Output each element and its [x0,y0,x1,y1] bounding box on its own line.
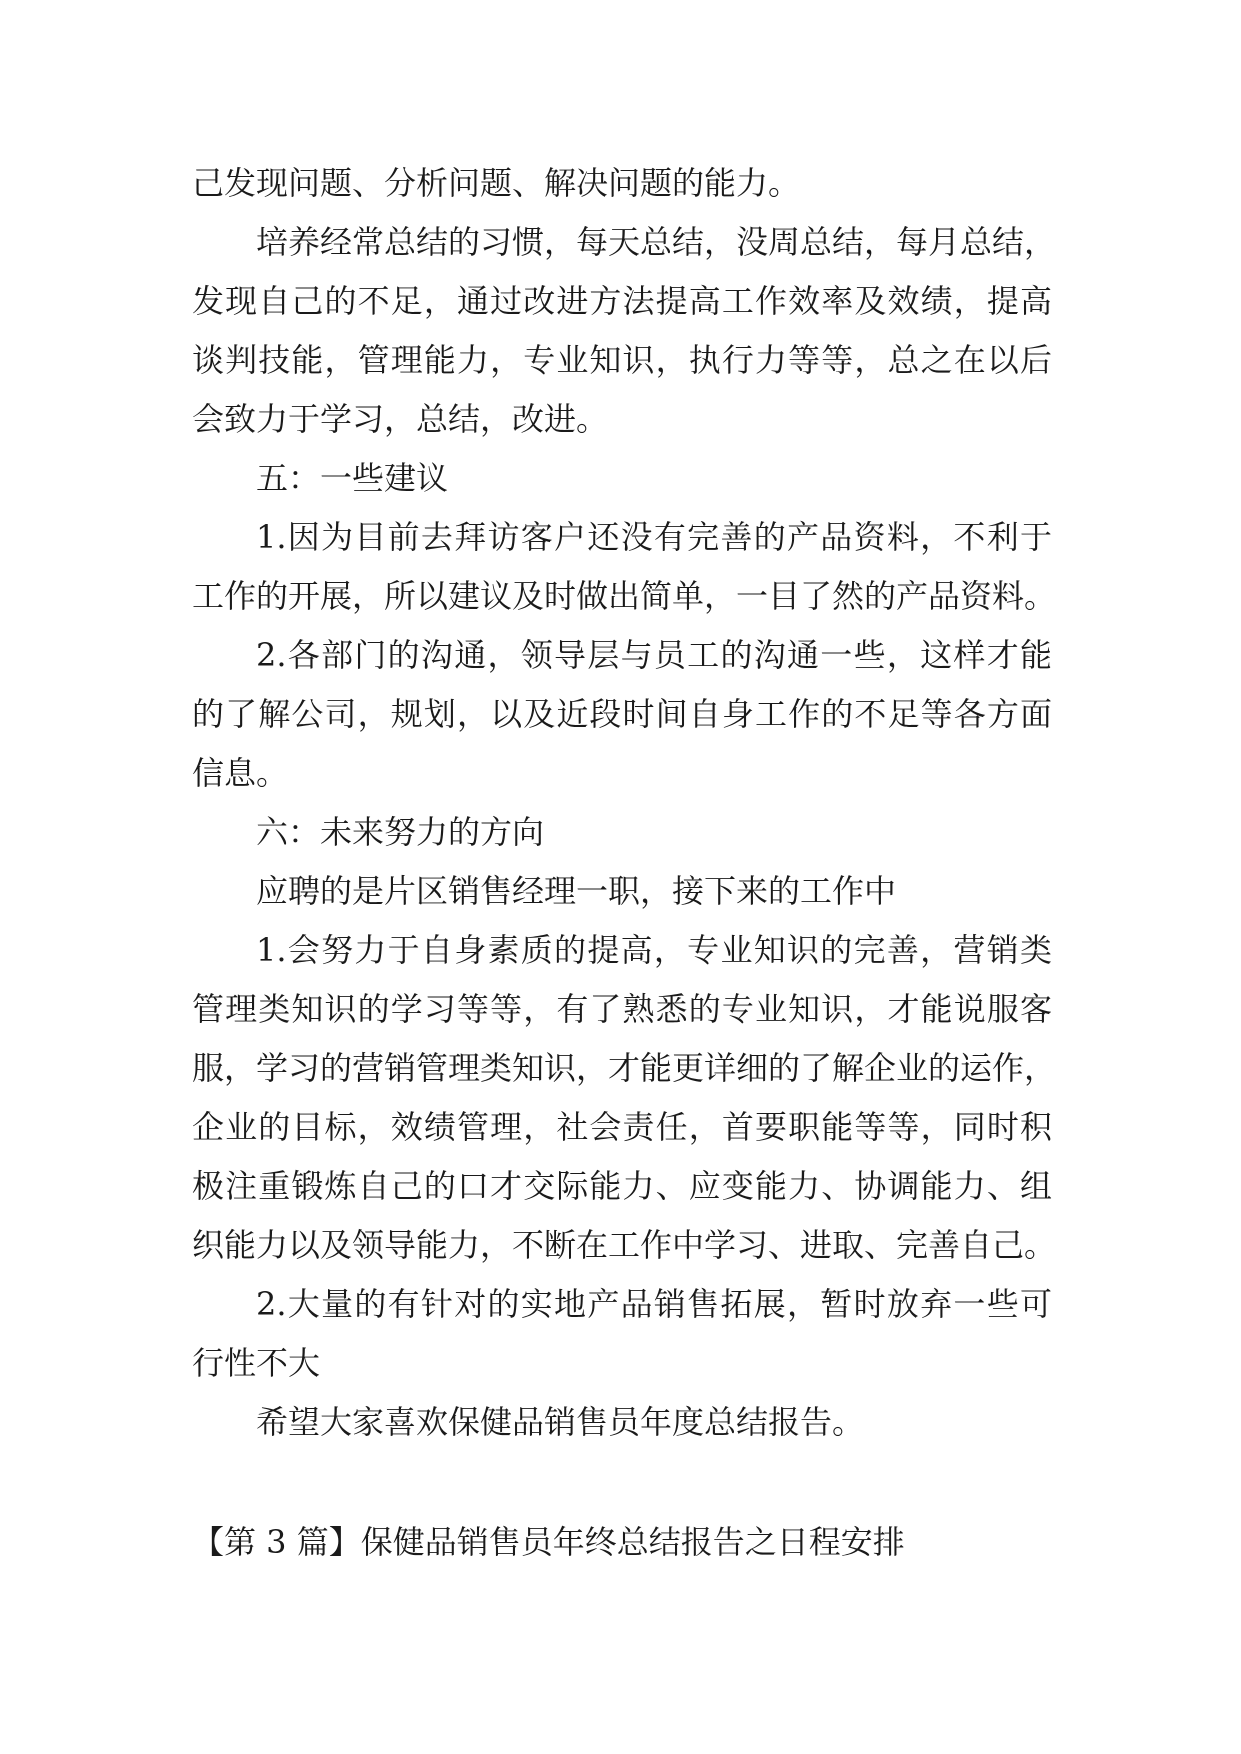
paragraph-line: 极注重锻炼自己的口才交际能力、应变能力、协调能力、组 [192,1167,1052,1205]
paragraph-line: 织能力以及领导能力，不断在工作中学习、进取、完善自己。 [192,1226,1057,1264]
section-subheading: 六：未来努力的方向 [256,813,545,851]
paragraph-line: 发现自己的不足，通过改进方法提高工作效率及效绩，提高 [192,282,1052,320]
paragraph-line: 培养经常总结的习惯，每天总结，没周总结，每月总结， [256,223,1057,261]
paragraph-line: 2.各部门的沟通，领导层与员工的沟通一些，这样才能 [256,636,1052,674]
paragraph-line: 会致力于学习，总结，改进。 [192,400,609,438]
paragraph-line: 服，学习的营销管理类知识，才能更详细的了解企业的运作， [192,1049,1057,1087]
paragraph-line: 行性不大 [192,1344,321,1382]
paragraph-line: 2.大量的有针对的实地产品销售拓展，暂时放弃一些可 [256,1285,1052,1323]
paragraph-line: 信息。 [192,754,289,792]
section-heading: 【第 3 篇】保健品销售员年终总结报告之日程安排 [192,1523,905,1561]
paragraph-line: 谈判技能，管理能力，专业知识，执行力等等，总之在以后 [192,341,1052,379]
paragraph-line: 希望大家喜欢保健品销售员年度总结报告。 [256,1403,865,1441]
paragraph-line: 己发现问题、分析问题、解决问题的能力。 [192,164,801,202]
paragraph-line: 企业的目标，效绩管理，社会责任，首要职能等等，同时积 [192,1108,1052,1146]
paragraph-line: 应聘的是片区销售经理一职，接下来的工作中 [256,872,897,910]
paragraph-line: 管理类知识的学习等等，有了熟悉的专业知识，才能说服客 [192,990,1052,1028]
paragraph-line: 的了解公司，规划，以及近段时间自身工作的不足等各方面 [192,695,1052,733]
paragraph-line: 1.会努力于自身素质的提高，专业知识的完善，营销类 [256,931,1052,969]
section-subheading: 五：一些建议 [256,459,449,497]
paragraph-line: 工作的开展，所以建议及时做出简单，一目了然的产品资料。 [192,577,1057,615]
paragraph-line: 1.因为目前去拜访客户还没有完善的产品资料，不利于 [256,518,1052,556]
